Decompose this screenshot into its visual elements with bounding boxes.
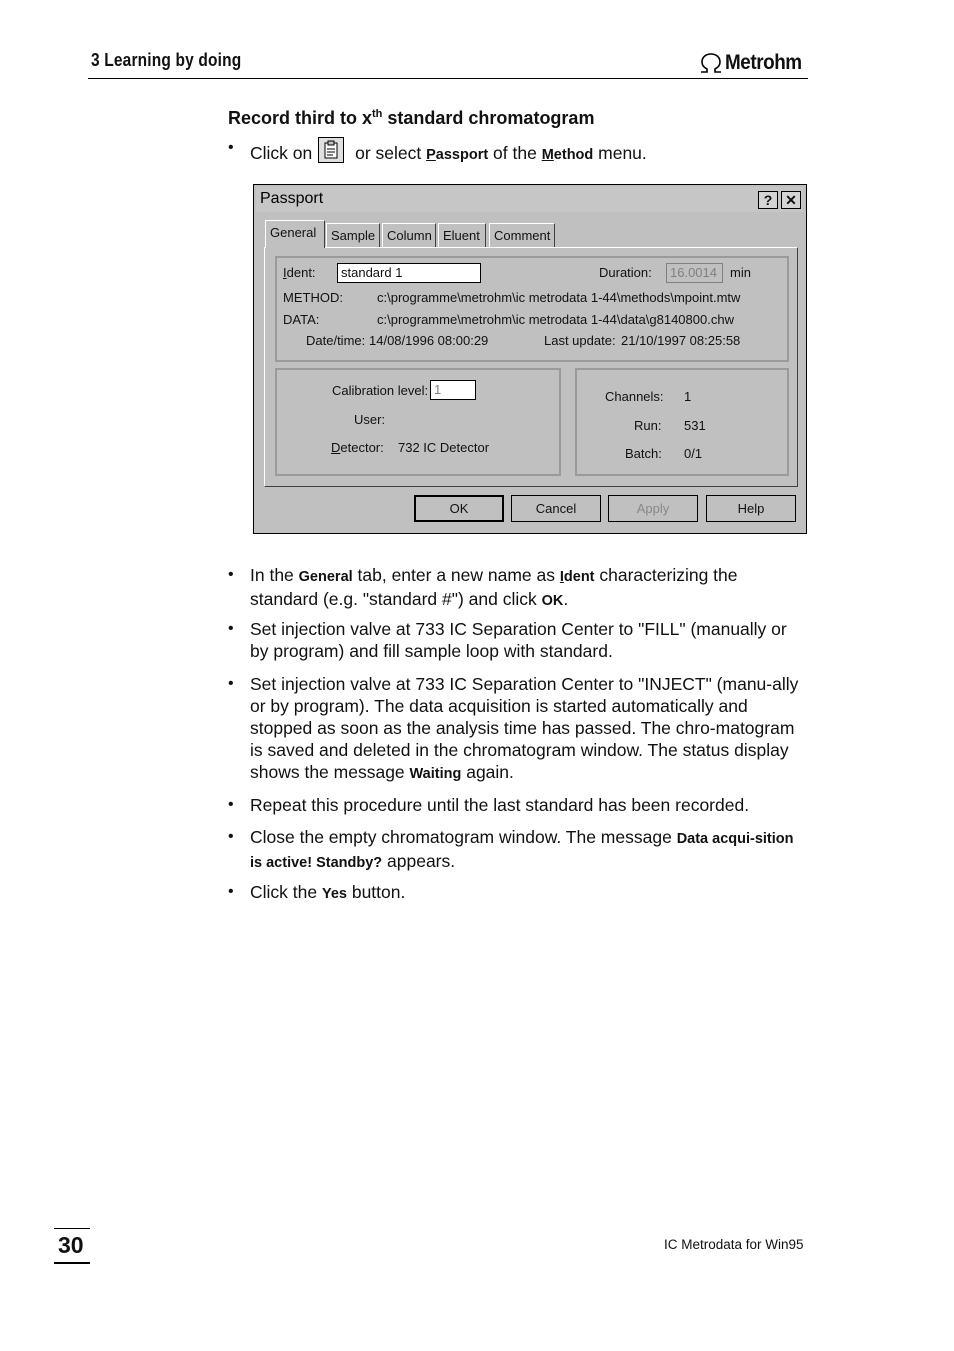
passport-dialog (253, 184, 807, 534)
general-tab-panel (264, 247, 798, 487)
duration-field: 16.0014 (666, 263, 723, 283)
run-label: Run: (634, 418, 662, 433)
tab-general[interactable]: General (265, 220, 325, 248)
user-label: User: (354, 412, 386, 427)
footer-title: IC Metrodata for Win95 (664, 1237, 804, 1252)
datetime-value: 14/08/1996 08:00:29 (369, 333, 489, 348)
help-question-button[interactable]: ? (758, 191, 778, 209)
tab-eluent[interactable]: Eluent (438, 223, 486, 247)
ident-label: Ident: (283, 265, 316, 280)
calibration-label: Calibration level: (332, 383, 429, 398)
bullet-click-yes: • Click the Yes button. (228, 881, 808, 905)
data-label: DATA: (283, 312, 320, 327)
duration-unit: min (730, 265, 751, 280)
channels-label: Channels: (605, 389, 664, 404)
close-icon[interactable]: ✕ (781, 191, 801, 209)
header-rule (88, 78, 808, 79)
run-value: 531 (684, 418, 706, 433)
cancel-button[interactable]: Cancel (511, 495, 601, 522)
tab-comment[interactable]: Comment (489, 223, 555, 247)
calibration-group (275, 368, 561, 476)
dialog-titlebar[interactable] (256, 187, 804, 212)
batch-value: 0/1 (684, 446, 703, 461)
channels-value: 1 (684, 389, 692, 404)
datetime-label: Date/time: (306, 333, 366, 348)
info-group (275, 256, 789, 362)
batch-label: Batch: (625, 446, 662, 461)
calibration-level-input[interactable]: 1 (430, 380, 476, 400)
apply-button[interactable]: Apply (608, 495, 698, 522)
bullet-inject-valve: • Set injection valve at 733 IC Separation Center to "INJECT" (manu-ally or by program). The data acquisition is started automatically and stopped as soon as the analysis time has passed. The chro-matogram is saved and deleted in the chromatogram window. The status display shows the message Waiting again. (228, 673, 808, 785)
ident-input[interactable]: standard 1 (337, 263, 481, 283)
last-update-value: 21/10/1997 08:25:58 (621, 333, 741, 348)
page-number-rule-top (54, 1228, 90, 1229)
method-label: METHOD: (283, 290, 343, 305)
bullet-close-window: • Close the empty chromatogram window. The message Data acqui-sition is active! Standby? appears. (228, 826, 808, 874)
bullet-enter-ident: • In the General tab, enter a new name as Ident characterizing the standard (e.g. "standard #") and click OK. (228, 564, 808, 612)
data-path: c:\programme\metrohm\ic metrodata 1-44\data\g8140800.chw (377, 312, 734, 327)
detector-label: Detector: (331, 440, 384, 455)
page-number-rule-bottom (54, 1262, 90, 1264)
method-path: c:\programme\metrohm\ic metrodata 1-44\methods\mpoint.mtw (377, 290, 741, 305)
dialog-title: Passport (260, 190, 324, 207)
page-number: 30 (58, 1232, 84, 1258)
tab-sample[interactable]: Sample (326, 223, 380, 247)
tab-column[interactable]: Column (382, 223, 436, 247)
passport-icon[interactable] (318, 137, 344, 163)
bullet-fill-valve: • Set injection valve at 733 IC Separation Center to "FILL" (manually or by program) and fill sample loop with standard. (228, 618, 808, 662)
metrohm-logo (698, 50, 810, 76)
chapter-title: 3 Learning by doing (91, 50, 242, 70)
logo-text: Metrohm (725, 51, 802, 74)
detector-value: 732 IC Detector (398, 440, 490, 455)
last-update-label: Last update: (544, 333, 616, 348)
help-button[interactable]: Help (706, 495, 796, 522)
ok-button[interactable]: OK (414, 495, 504, 522)
channels-group (575, 368, 789, 476)
bullet-repeat: • Repeat this procedure until the last standard has been recorded. (228, 794, 808, 816)
duration-label: Duration: (599, 265, 652, 280)
omega-icon (698, 52, 724, 74)
bullet-click-passport: • Click on or select Passport of the Method menu. (228, 137, 808, 166)
section-heading: Record third to $x^{th}$ standard chromatogram (228, 108, 595, 128)
